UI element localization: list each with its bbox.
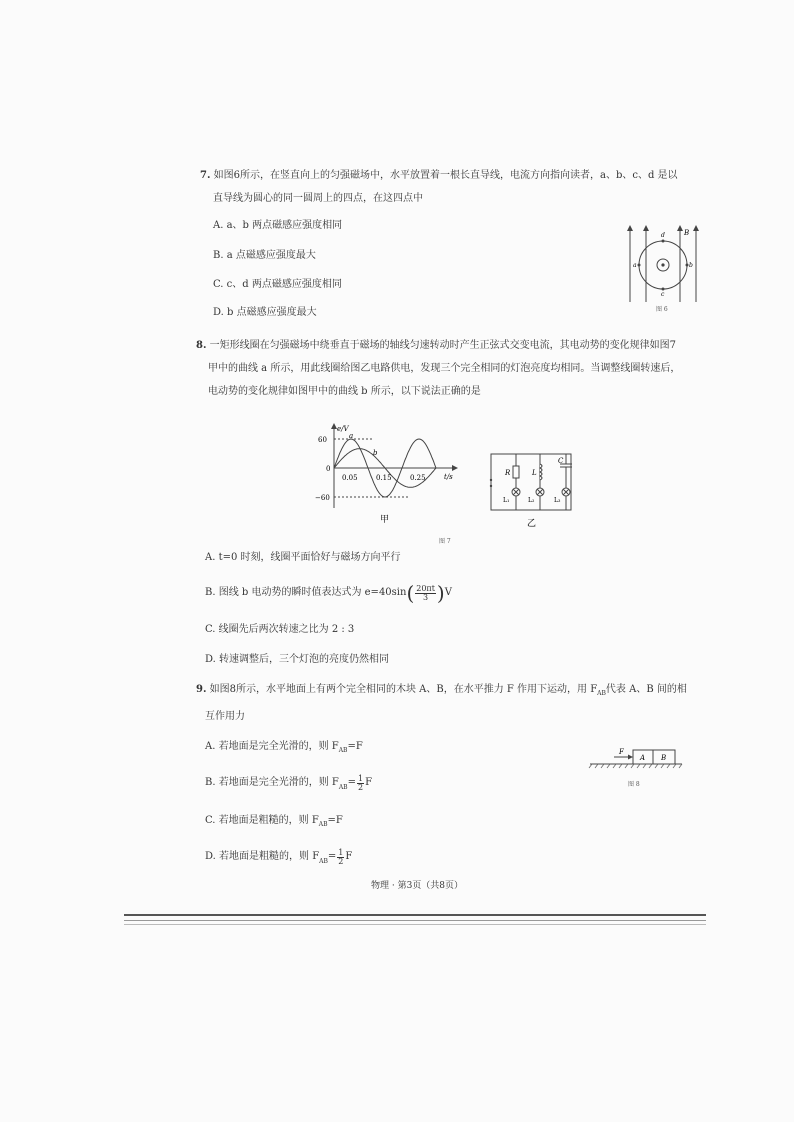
q7-stem-text: 如图6所示，在竖直向上的匀强磁场中，水平放置着一根长直导线，电流方向指向读者，a、b、c、d 是以 (213, 170, 678, 181)
q8-stem-text: 一矩形线圈在匀强磁场中绕垂直于磁场的轴线匀速转动时产生正弦式交变电流，其电动势的变化规律如图7 (209, 340, 677, 351)
block-a-label: A (640, 754, 646, 762)
point-c-label: c (661, 291, 665, 298)
block-b-label: B (661, 754, 667, 762)
q9-option-c-text: C. 若地面是粗糙的，则 F (205, 815, 319, 826)
q9-number: 9. (196, 684, 207, 695)
q9-stem-end: 代表 A、B 间的相 (605, 684, 687, 695)
fraction-numerator: 1 (357, 773, 364, 783)
label-c: C (558, 457, 564, 465)
q7-option-a: A. a、b 两点磁感应强度相同 (213, 220, 343, 231)
arrow-icon (627, 225, 633, 231)
curve-b-label: b (373, 449, 378, 457)
y-tick-60: 60 (318, 436, 327, 444)
q9-stem-sub: AB (597, 690, 606, 697)
y-tick-0: 0 (326, 465, 331, 473)
footer-rule-thin (124, 920, 706, 921)
point-a-label: a (633, 262, 637, 269)
point-d-label: d (661, 232, 665, 239)
label-r: R (505, 469, 511, 477)
chart-sublabel: 甲 (380, 515, 390, 525)
q8-number: 8. (196, 340, 207, 351)
q8-option-d: D. 转速调整后，三个灯泡的亮度仍然相同 (205, 654, 390, 665)
q7-stem-line2: 直导线为圆心的同一圆周上的四点，在这四点中 (213, 193, 423, 204)
q7-option-b: B. a 点磁感应强度最大 (213, 250, 316, 261)
q7-stem-line1 (200, 170, 678, 182)
figure-7-circuit (486, 446, 586, 536)
resistor-icon (513, 466, 519, 478)
fraction (415, 585, 436, 602)
fraction-half (337, 849, 344, 866)
footer-rule (124, 914, 706, 916)
q9-stem-line2: 互作用力 (205, 711, 245, 722)
q9-option-c (205, 815, 343, 831)
current-dot-icon (661, 263, 664, 266)
force-label: F (619, 748, 624, 756)
q9-option-d-text: D. 若地面是粗糙的，则 F (205, 851, 320, 862)
q7-number: 7. (200, 170, 211, 181)
x-tick-005: 0.05 (342, 474, 358, 482)
q9-option-a-end: =F (347, 741, 363, 752)
q8-stem-line1 (196, 340, 676, 352)
fraction-numerator: 1 (338, 847, 344, 857)
y-tick-neg60: −60 (315, 494, 330, 502)
q9-option-b-end: F (365, 777, 373, 788)
q9-option-d-eq: = (327, 851, 337, 862)
q8-option-b (205, 580, 452, 606)
q9-option-a-text: A. 若地面是完全光滑的，则 F (205, 741, 339, 752)
q9-option-c-sub: AB (318, 821, 328, 828)
label-l3: L₃ (554, 497, 561, 504)
footer-rule-faint (124, 924, 706, 925)
fraction-denominator: 2 (338, 856, 344, 866)
x-tick-015: 0.15 (376, 474, 392, 482)
q9-option-b (205, 772, 372, 794)
arrow-icon (643, 225, 649, 231)
x-arrow-icon (452, 465, 458, 471)
fraction-denominator: 2 (357, 782, 364, 792)
figure-7-chart (312, 420, 462, 530)
q9-option-d (205, 846, 352, 868)
q9-option-b-sub: AB (338, 784, 348, 791)
q8-option-b-suffix: V (444, 587, 452, 598)
x-axis-label: t/s (444, 473, 453, 481)
y-axis-label: e/V (337, 425, 349, 433)
page-footer: 物理 · 第3页（共8页） (371, 881, 464, 891)
force-arrow-icon (628, 755, 633, 760)
q8-option-b-prefix: B. 图线 b 电动势的瞬时值表达式为 e=40sin (205, 587, 407, 598)
q8-option-a: A. t=0 时刻，线圈平面恰好与磁场方向平行 (205, 552, 401, 563)
label-l2: L₂ (528, 497, 535, 504)
q8-option-c: C. 线圈先后两次转速之比为 2 : 3 (205, 624, 355, 635)
curve-a-label: a (349, 432, 354, 440)
paren-close: ) (436, 581, 445, 605)
q9-stem-line1 (196, 684, 687, 700)
point-b-label: b (689, 262, 693, 269)
paren-open: ( (406, 581, 415, 605)
q9-option-a-sub: AB (338, 747, 348, 754)
q7-option-c: C. c、d 两点磁感应强度相同 (213, 279, 342, 290)
q8-stem-line3: 电动势的变化规律如图甲中的曲线 b 所示，以下说法正确的是 (208, 386, 481, 397)
figure-8-caption: 图 8 (628, 781, 640, 788)
figure-6 (622, 222, 702, 314)
inductor-icon (540, 464, 542, 480)
field-label: B (684, 229, 690, 237)
q8-stem-line2: 甲中的曲线 a 所示，用此线圈给图乙电路供电，发现三个完全相同的灯泡亮度均相同。当调整线圈转速后， (208, 363, 681, 374)
circuit-sublabel: 乙 (527, 519, 537, 529)
label-l: L (532, 469, 537, 477)
q9-stem-text: 如图8所示，水平地面上有两个完全相同的木块 A、B，在水平推力 F 作用下运动，用 F (209, 684, 598, 695)
q9-option-d-end: F (345, 851, 353, 862)
fraction-denominator: 3 (423, 592, 429, 602)
figure-7-caption: 图 7 (439, 538, 451, 545)
figure-6-caption: 图 6 (656, 306, 668, 313)
x-tick-025: 0.25 (410, 474, 426, 482)
figure-8 (586, 742, 686, 792)
arrow-icon (693, 225, 699, 231)
fraction-half (357, 775, 364, 792)
q7-option-d: D. b 点磁感应强度最大 (213, 307, 317, 318)
q9-option-a (205, 741, 363, 757)
fraction-numerator: 20πt (416, 583, 435, 593)
label-l1: L₁ (503, 497, 510, 504)
q9-option-b-text: B. 若地面是完全光滑的，则 F (205, 777, 339, 788)
q9-option-c-end: =F (327, 815, 343, 826)
arrow-icon (677, 225, 683, 231)
q9-option-d-sub: AB (319, 858, 328, 865)
q9-option-b-eq: = (347, 777, 356, 788)
